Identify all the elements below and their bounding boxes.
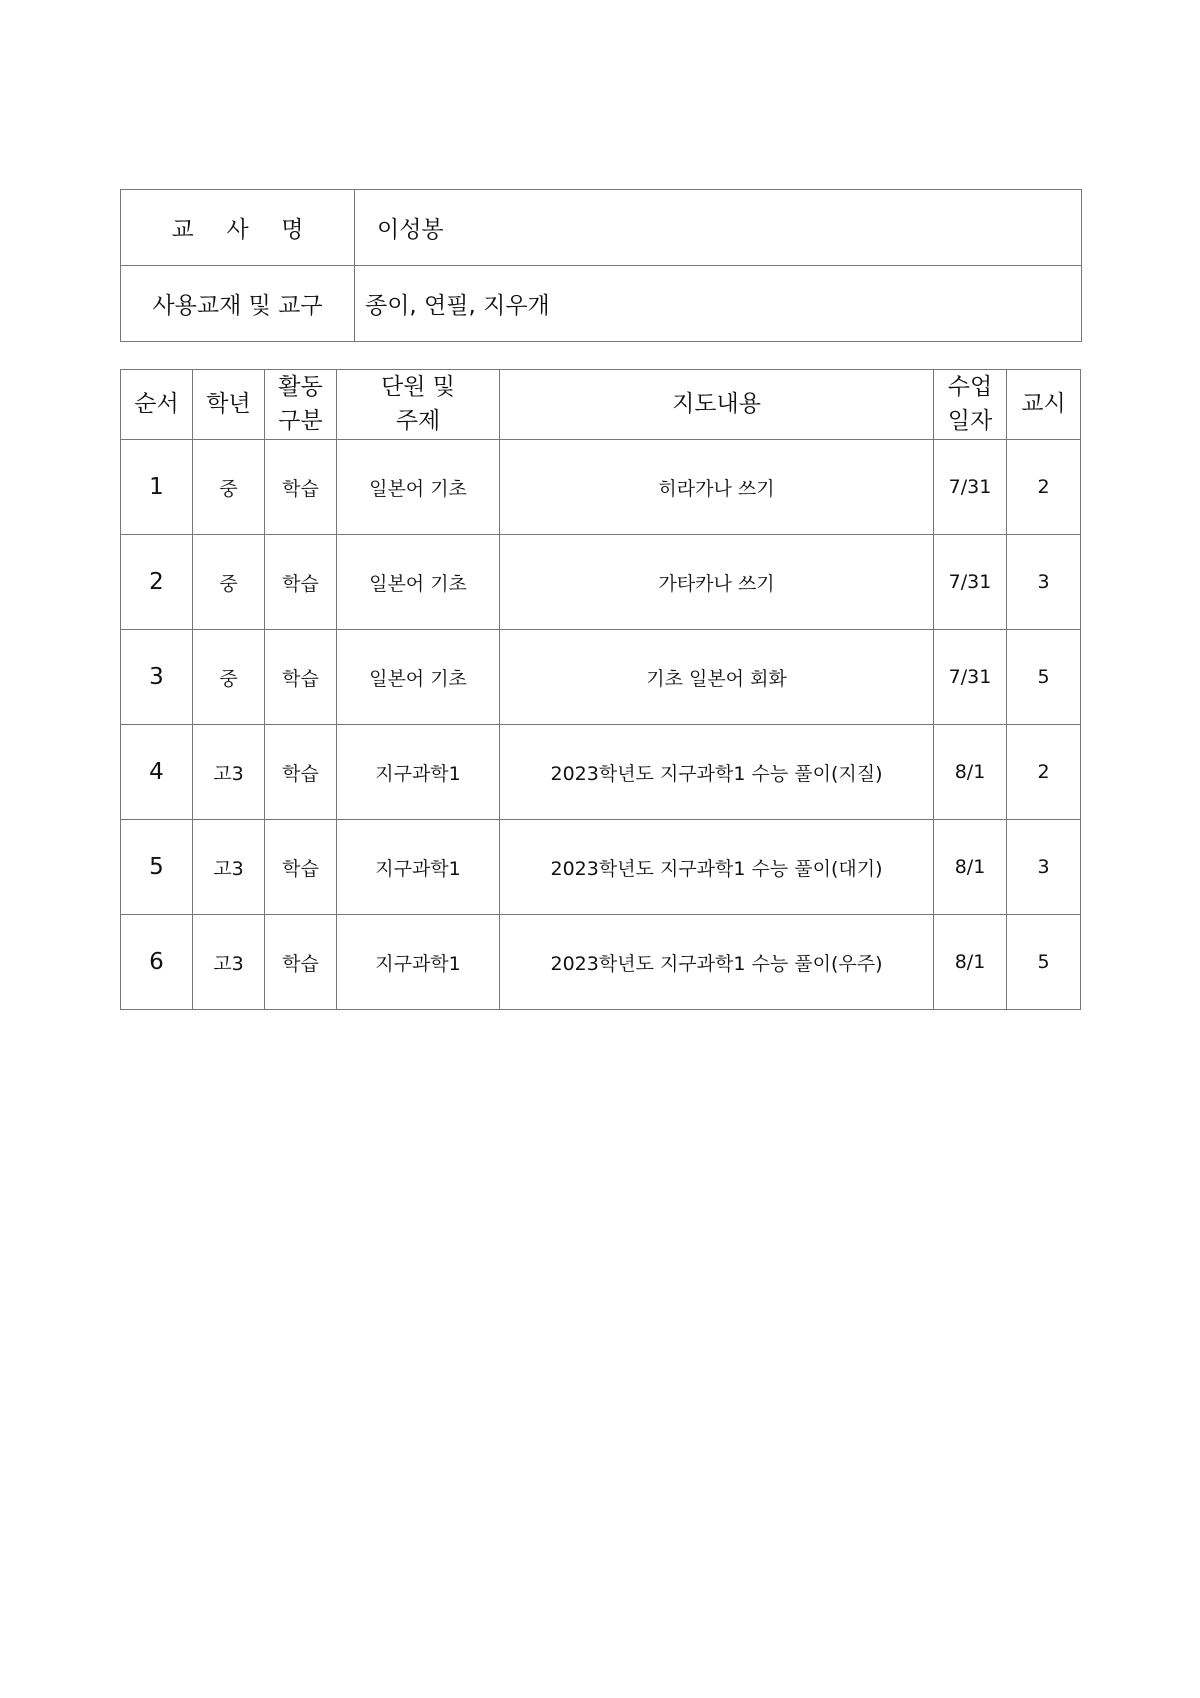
- table-row: [121, 820, 1081, 915]
- header-seq: 순서: [121, 370, 193, 440]
- table-row: [121, 440, 1081, 535]
- lesson-schedule-table: [120, 369, 1081, 1010]
- header-activity-line1: 활동: [278, 374, 323, 401]
- row-unit: 일본어 기초: [337, 440, 500, 535]
- header-unit-line2: 주제: [395, 407, 441, 434]
- row-seq: 5: [121, 820, 193, 915]
- row-content: 2023학년도 지구과학1 수능 풀이(지질): [500, 725, 934, 820]
- row-period: 5: [1007, 630, 1081, 725]
- row-period: 5: [1007, 915, 1081, 1010]
- row-content: 2023학년도 지구과학1 수능 풀이(대기): [500, 820, 934, 915]
- header-date-line2: 일자: [947, 407, 993, 434]
- row-unit: 지구과학1: [337, 725, 500, 820]
- row-content: 히라가나 쓰기: [500, 440, 934, 535]
- table-row: [121, 535, 1081, 630]
- table-row: [121, 915, 1081, 1010]
- materials-value: 종이, 연필, 지우개: [355, 266, 1082, 342]
- row-grade: 고3: [193, 820, 265, 915]
- row-seq: 2: [121, 535, 193, 630]
- row-activity: 학습: [265, 820, 337, 915]
- row-date: 8/1: [934, 725, 1007, 820]
- row-grade: 고3: [193, 915, 265, 1010]
- teacher-label: 교 사 명: [171, 217, 317, 243]
- table-row: [121, 630, 1081, 725]
- row-seq: 1: [121, 440, 193, 535]
- header-unit: [337, 370, 500, 440]
- row-grade: 중: [193, 630, 265, 725]
- header-activity: [265, 370, 337, 440]
- row-unit: 일본어 기초: [337, 535, 500, 630]
- materials-label: 사용교재 및 교구: [121, 266, 355, 342]
- teacher-label-cell: [121, 190, 355, 266]
- teacher-info-table: [120, 189, 1082, 342]
- header-row: [121, 370, 1081, 440]
- row-seq: 6: [121, 915, 193, 1010]
- row-unit: 지구과학1: [337, 820, 500, 915]
- row-date: 7/31: [934, 630, 1007, 725]
- table-row: [121, 725, 1081, 820]
- row-period: 2: [1007, 440, 1081, 535]
- row-activity: 학습: [265, 535, 337, 630]
- header-date-line1: 수업: [947, 374, 993, 401]
- row-grade: 고3: [193, 725, 265, 820]
- row-content: 2023학년도 지구과학1 수능 풀이(우주): [500, 915, 934, 1010]
- row-unit: 일본어 기초: [337, 630, 500, 725]
- row-grade: 중: [193, 440, 265, 535]
- row-content: 가타카나 쓰기: [500, 535, 934, 630]
- row-period: 3: [1007, 535, 1081, 630]
- row-activity: 학습: [265, 440, 337, 535]
- row-activity: 학습: [265, 725, 337, 820]
- teacher-name: 이성봉: [355, 190, 1082, 266]
- materials-row: [121, 266, 1082, 342]
- row-unit: 지구과학1: [337, 915, 500, 1010]
- teacher-row: [121, 190, 1082, 266]
- row-date: 7/31: [934, 535, 1007, 630]
- header-period: 교시: [1007, 370, 1081, 440]
- row-activity: 학습: [265, 915, 337, 1010]
- row-grade: 중: [193, 535, 265, 630]
- header-unit-line1: 단원 및: [381, 374, 455, 401]
- row-period: 2: [1007, 725, 1081, 820]
- header-grade: 학년: [193, 370, 265, 440]
- row-period: 3: [1007, 820, 1081, 915]
- row-date: 7/31: [934, 440, 1007, 535]
- row-seq: 3: [121, 630, 193, 725]
- header-date: [934, 370, 1007, 440]
- row-date: 8/1: [934, 820, 1007, 915]
- header-activity-line2: 구분: [278, 407, 323, 434]
- header-content: 지도내용: [500, 370, 934, 440]
- row-content: 기초 일본어 회화: [500, 630, 934, 725]
- row-date: 8/1: [934, 915, 1007, 1010]
- row-activity: 학습: [265, 630, 337, 725]
- row-seq: 4: [121, 725, 193, 820]
